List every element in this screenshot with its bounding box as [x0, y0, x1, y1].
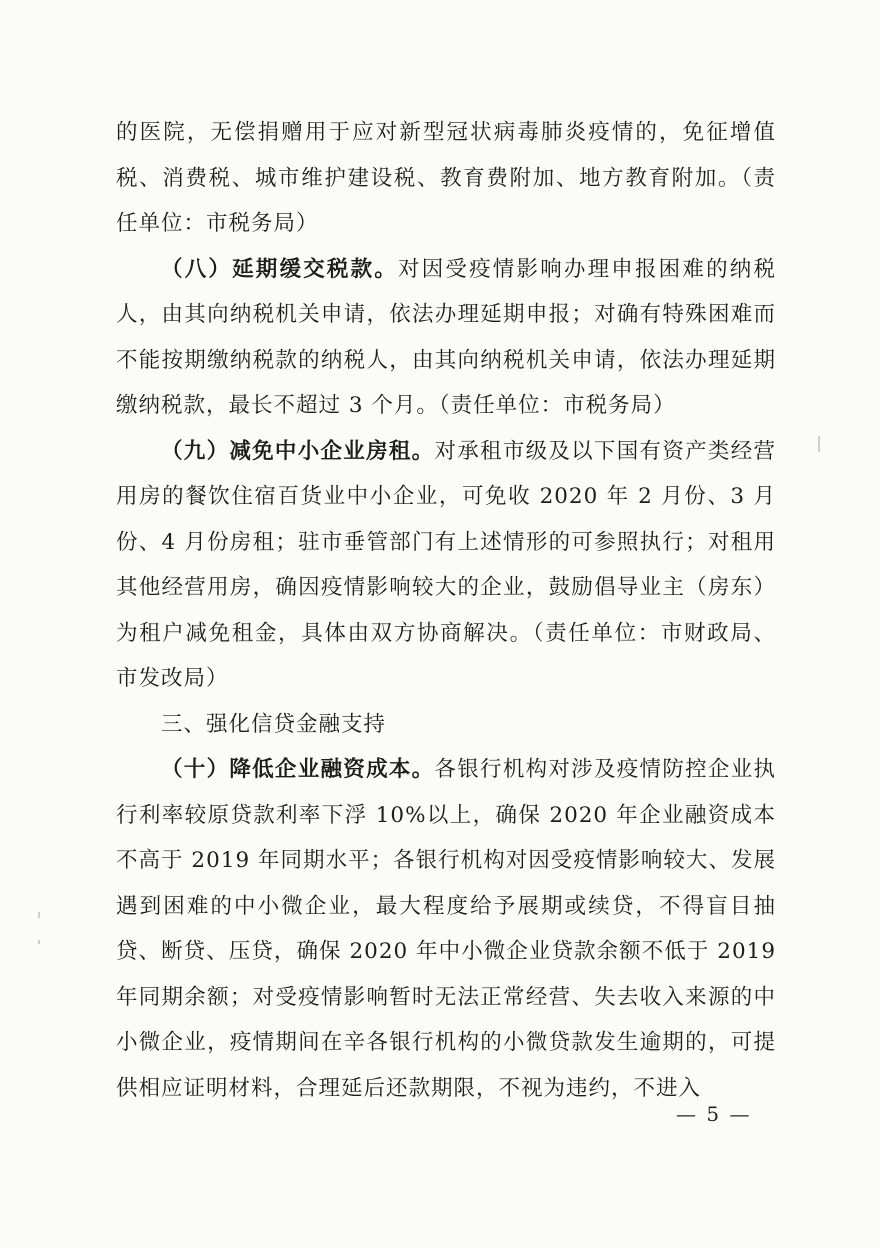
paragraph-rent-relief	[116, 429, 776, 702]
paragraph-deferred-tax	[116, 247, 776, 429]
paragraph-text: 对因受疫情影响办理申报困难的纳税人，由其向纳税机关申请，依法办理延期申报；对确有特殊困难而不能按期缴纳税款的纳税人，由其向纳税机关申请，依法办理延期缴纳税款，最长不超过 3 个月。（责任单位：市税务局）	[116, 256, 776, 418]
paragraph-lead-heading: （九）减免中小企业房租。	[161, 438, 435, 464]
scan-speck	[818, 436, 820, 452]
scan-speck	[38, 912, 40, 918]
paragraph-text: 各银行机构对涉及疫情防控企业执行利率较原贷款利率下浮 10%以上，确保 2020 年企业融资成本不高于 2019 年同期水平；各银行机构对因受疫情影响较大、发展遇到困难的中小微企业，最大程度给予展期或续贷，不得盲目抽贷、断贷、压贷，确保 2020 年中小微企业贷款余额不低于 2019 年同期余额；对受疫情影响暂时无法正常经营、失去收入来源的中小微企业，疫情期间在辛各银行机构的小微贷款发生逾期的，可提供相应证明材料，合理延后还款期限，不视为违约，不进入	[116, 757, 776, 1101]
page-number: — 5 —	[676, 1102, 752, 1126]
paragraph-lead-heading: （八）延期缓交税款。	[161, 256, 398, 282]
section-heading: 三、强化信贷金融支持	[161, 711, 387, 737]
scan-speck	[38, 940, 40, 944]
paragraph-text: 对承租市级及以下国有资产类经营用房的餐饮住宿百货业中小企业，可免收 2020 年 2 月份、3 月份、4 月份房租；驻市垂管部门有上述情形的可参照执行；对租用其他经营用房，确因疫情影响较大的企业，鼓励倡导业主（房东）为租户减免租金，具体由双方协商解决。（责任单位：市财政局、市发改局）	[116, 438, 776, 691]
paragraph-continuation	[116, 110, 776, 247]
paragraph-lead-heading: （十）降低企业融资成本。	[161, 757, 435, 782]
paragraph-financing-cost	[116, 747, 776, 1111]
paragraph-text: 的医院，无偿捐赠用于应对新型冠状病毒肺炎疫情的，免征增值税、消费税、城市维护建设税、教育费附加、地方教育附加。（责任单位：市税务局）	[116, 120, 776, 236]
document-body	[116, 110, 776, 1111]
